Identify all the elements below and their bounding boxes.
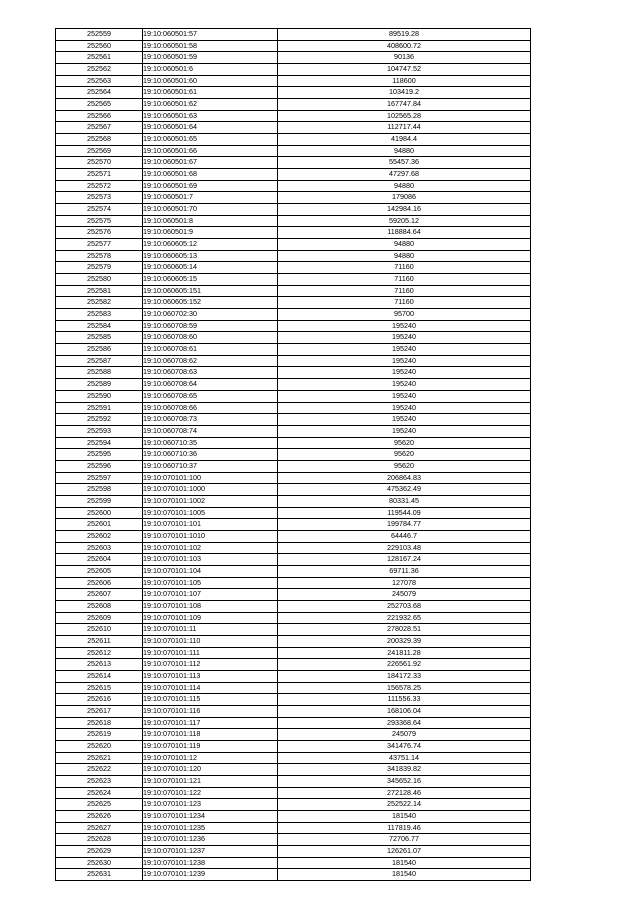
row-id-cell: 252566	[56, 110, 143, 122]
row-id-cell: 252583	[56, 309, 143, 321]
row-id-cell: 252619	[56, 729, 143, 741]
table-row	[56, 52, 531, 64]
cadastral-number-cell: 19:10:060501:8	[143, 215, 278, 227]
row-id-cell: 252576	[56, 227, 143, 239]
cadastral-number-cell: 19:10:070101:1238	[143, 857, 278, 869]
cadastral-number-cell: 19:10:070101:1000	[143, 484, 278, 496]
value-cell: 41984.4	[278, 134, 531, 146]
value-cell: 168106.04	[278, 705, 531, 717]
cadastral-number-cell: 19:10:060710:36	[143, 449, 278, 461]
cadastral-number-cell: 19:10:070101:104	[143, 565, 278, 577]
row-id-cell: 252597	[56, 472, 143, 484]
row-id-cell: 252592	[56, 414, 143, 426]
row-id-cell: 252608	[56, 600, 143, 612]
row-id-cell: 252578	[56, 250, 143, 262]
row-id-cell: 252594	[56, 437, 143, 449]
cadastral-number-cell: 19:10:060501:58	[143, 40, 278, 52]
cadastral-number-cell: 19:10:060501:59	[143, 52, 278, 64]
value-cell: 179086	[278, 192, 531, 204]
value-cell: 156578.25	[278, 682, 531, 694]
cadastral-number-cell: 19:10:070101:100	[143, 472, 278, 484]
table-row	[56, 320, 531, 332]
table-row	[56, 64, 531, 76]
cadastral-number-cell: 19:10:070101:12	[143, 752, 278, 764]
cadastral-number-cell: 19:10:070101:1005	[143, 507, 278, 519]
value-cell: 64446.7	[278, 530, 531, 542]
row-id-cell: 252567	[56, 122, 143, 134]
cadastral-number-cell: 19:10:070101:119	[143, 740, 278, 752]
cadastral-number-cell: 19:10:060501:60	[143, 75, 278, 87]
value-cell: 408600.72	[278, 40, 531, 52]
value-cell: 118600	[278, 75, 531, 87]
value-cell: 195240	[278, 379, 531, 391]
value-cell: 71160	[278, 274, 531, 286]
cadastral-number-cell: 19:10:060605:13	[143, 250, 278, 262]
row-id-cell: 252613	[56, 659, 143, 671]
cadastral-number-cell: 19:10:070101:102	[143, 542, 278, 554]
table-row	[56, 309, 531, 321]
cadastral-number-cell: 19:10:070101:11	[143, 624, 278, 636]
value-cell: 195240	[278, 414, 531, 426]
value-cell: 475362.49	[278, 484, 531, 496]
row-id-cell: 252599	[56, 495, 143, 507]
row-id-cell: 252580	[56, 274, 143, 286]
cadastral-number-cell: 19:10:060501:63	[143, 110, 278, 122]
row-id-cell: 252596	[56, 460, 143, 472]
table-row	[56, 145, 531, 157]
table-row	[56, 355, 531, 367]
cadastral-number-cell: 19:10:070101:1237	[143, 846, 278, 858]
row-id-cell: 252605	[56, 565, 143, 577]
table-row	[56, 262, 531, 274]
cadastral-number-cell: 19:10:060501:61	[143, 87, 278, 99]
value-cell: 195240	[278, 355, 531, 367]
table-row	[56, 40, 531, 52]
row-id-cell: 252618	[56, 717, 143, 729]
value-cell: 195240	[278, 390, 531, 402]
cadastral-number-cell: 19:10:070101:120	[143, 764, 278, 776]
cadastral-number-cell: 19:10:070101:1234	[143, 811, 278, 823]
table-row	[56, 285, 531, 297]
value-cell: 252703.68	[278, 600, 531, 612]
cadastral-number-cell: 19:10:060702:30	[143, 309, 278, 321]
table-row	[56, 776, 531, 788]
table-row	[56, 437, 531, 449]
value-cell: 90136	[278, 52, 531, 64]
table-row	[56, 705, 531, 717]
row-id-cell: 252584	[56, 320, 143, 332]
value-cell: 221932.65	[278, 612, 531, 624]
table-row	[56, 600, 531, 612]
cadastral-number-cell: 19:10:060501:70	[143, 204, 278, 216]
value-cell: 117819.46	[278, 822, 531, 834]
value-cell: 128167.24	[278, 554, 531, 566]
row-id-cell: 252595	[56, 449, 143, 461]
table-row	[56, 250, 531, 262]
row-id-cell: 252602	[56, 530, 143, 542]
cadastral-number-cell: 19:10:060501:9	[143, 227, 278, 239]
table-row	[56, 157, 531, 169]
row-id-cell: 252615	[56, 682, 143, 694]
value-cell: 293368.64	[278, 717, 531, 729]
cadastral-number-cell: 19:10:060605:15	[143, 274, 278, 286]
value-cell: 245079	[278, 589, 531, 601]
table-row	[56, 99, 531, 111]
cadastral-number-cell: 19:10:060710:37	[143, 460, 278, 472]
value-cell: 181540	[278, 869, 531, 881]
table-row	[56, 425, 531, 437]
row-id-cell: 252564	[56, 87, 143, 99]
table-row	[56, 834, 531, 846]
table-row	[56, 192, 531, 204]
table-row	[56, 530, 531, 542]
row-id-cell: 252617	[56, 705, 143, 717]
cadastral-number-cell: 19:10:060501:68	[143, 169, 278, 181]
value-cell: 71160	[278, 262, 531, 274]
cadastral-number-cell: 19:10:060708:59	[143, 320, 278, 332]
table-row	[56, 740, 531, 752]
value-cell: 184172.33	[278, 670, 531, 682]
value-cell: 195240	[278, 344, 531, 356]
cadastral-number-cell: 19:10:070101:123	[143, 799, 278, 811]
value-cell: 43751.14	[278, 752, 531, 764]
table-row	[56, 169, 531, 181]
row-id-cell: 252631	[56, 869, 143, 881]
value-cell: 195240	[278, 402, 531, 414]
row-id-cell: 252585	[56, 332, 143, 344]
value-cell: 94880	[278, 180, 531, 192]
value-cell: 341476.74	[278, 740, 531, 752]
table-row	[56, 764, 531, 776]
row-id-cell: 252582	[56, 297, 143, 309]
cadastral-number-cell: 19:10:060605:14	[143, 262, 278, 274]
row-id-cell: 252610	[56, 624, 143, 636]
cadastral-number-cell: 19:10:070101:1236	[143, 834, 278, 846]
value-cell: 104747.52	[278, 64, 531, 76]
row-id-cell: 252611	[56, 635, 143, 647]
cadastral-number-cell: 19:10:070101:111	[143, 647, 278, 659]
value-cell: 119544.09	[278, 507, 531, 519]
cadastral-number-cell: 19:10:070101:109	[143, 612, 278, 624]
cadastral-number-cell: 19:10:060605:152	[143, 297, 278, 309]
table-row	[56, 239, 531, 251]
row-id-cell: 252625	[56, 799, 143, 811]
table-row	[56, 29, 531, 41]
cadastral-number-cell: 19:10:070101:1002	[143, 495, 278, 507]
row-id-cell: 252603	[56, 542, 143, 554]
cadastral-number-cell: 19:10:070101:122	[143, 787, 278, 799]
row-id-cell: 252591	[56, 402, 143, 414]
value-cell: 181540	[278, 857, 531, 869]
table-row	[56, 180, 531, 192]
cadastral-number-cell: 19:10:060501:69	[143, 180, 278, 192]
table-body	[56, 29, 531, 881]
cadastral-number-cell: 19:10:070101:103	[143, 554, 278, 566]
row-id-cell: 252579	[56, 262, 143, 274]
value-cell: 195240	[278, 367, 531, 379]
value-cell: 112717.44	[278, 122, 531, 134]
table-row	[56, 624, 531, 636]
table-row	[56, 717, 531, 729]
table-row	[56, 495, 531, 507]
cadastral-number-cell: 19:10:070101:101	[143, 519, 278, 531]
cadastral-number-cell: 19:10:060605:151	[143, 285, 278, 297]
table-row	[56, 367, 531, 379]
row-id-cell: 252628	[56, 834, 143, 846]
data-table	[55, 28, 531, 881]
row-id-cell: 252559	[56, 29, 143, 41]
table-row	[56, 612, 531, 624]
row-id-cell: 252560	[56, 40, 143, 52]
cadastral-number-cell: 19:10:060501:66	[143, 145, 278, 157]
table-row	[56, 565, 531, 577]
value-cell: 103419.2	[278, 87, 531, 99]
table-row	[56, 635, 531, 647]
row-id-cell: 252589	[56, 379, 143, 391]
cadastral-number-cell: 19:10:070101:112	[143, 659, 278, 671]
row-id-cell: 252620	[56, 740, 143, 752]
table-row	[56, 811, 531, 823]
cadastral-number-cell: 19:10:060708:66	[143, 402, 278, 414]
table-row	[56, 670, 531, 682]
table-row	[56, 204, 531, 216]
value-cell: 118884.64	[278, 227, 531, 239]
value-cell: 69711.36	[278, 565, 531, 577]
table-row	[56, 729, 531, 741]
cadastral-number-cell: 19:10:060708:60	[143, 332, 278, 344]
value-cell: 142984.16	[278, 204, 531, 216]
row-id-cell: 252575	[56, 215, 143, 227]
cadastral-number-cell: 19:10:070101:114	[143, 682, 278, 694]
table-row	[56, 542, 531, 554]
cadastral-number-cell: 19:10:070101:1010	[143, 530, 278, 542]
table-row	[56, 449, 531, 461]
value-cell: 71160	[278, 297, 531, 309]
value-cell: 200329.39	[278, 635, 531, 647]
table-row	[56, 110, 531, 122]
row-id-cell: 252609	[56, 612, 143, 624]
value-cell: 195240	[278, 425, 531, 437]
table-row	[56, 344, 531, 356]
value-cell: 55457.36	[278, 157, 531, 169]
value-cell: 206864.83	[278, 472, 531, 484]
cadastral-number-cell: 19:10:060501:62	[143, 99, 278, 111]
table-row	[56, 694, 531, 706]
row-id-cell: 252601	[56, 519, 143, 531]
table-row	[56, 787, 531, 799]
row-id-cell: 252627	[56, 822, 143, 834]
row-id-cell: 252593	[56, 425, 143, 437]
row-id-cell: 252604	[56, 554, 143, 566]
cadastral-number-cell: 19:10:060708:62	[143, 355, 278, 367]
cadastral-number-cell: 19:10:070101:118	[143, 729, 278, 741]
table-row	[56, 390, 531, 402]
table-row	[56, 227, 531, 239]
row-id-cell: 252600	[56, 507, 143, 519]
value-cell: 95620	[278, 460, 531, 472]
row-id-cell: 252581	[56, 285, 143, 297]
cadastral-number-cell: 19:10:070101:108	[143, 600, 278, 612]
row-id-cell: 252622	[56, 764, 143, 776]
cadastral-number-cell: 19:10:060708:74	[143, 425, 278, 437]
value-cell: 94880	[278, 239, 531, 251]
table-row	[56, 215, 531, 227]
table-row	[56, 472, 531, 484]
cadastral-number-cell: 19:10:070101:113	[143, 670, 278, 682]
table-row	[56, 857, 531, 869]
value-cell: 111556.33	[278, 694, 531, 706]
row-id-cell: 252563	[56, 75, 143, 87]
table-row	[56, 647, 531, 659]
table-row	[56, 87, 531, 99]
value-cell: 226561.92	[278, 659, 531, 671]
table-row	[56, 589, 531, 601]
value-cell: 229103.48	[278, 542, 531, 554]
table-row	[56, 752, 531, 764]
row-id-cell: 252570	[56, 157, 143, 169]
table-row	[56, 332, 531, 344]
value-cell: 94880	[278, 145, 531, 157]
table-row	[56, 402, 531, 414]
table-row	[56, 297, 531, 309]
value-cell: 252522.14	[278, 799, 531, 811]
value-cell: 89519.28	[278, 29, 531, 41]
table-row	[56, 822, 531, 834]
row-id-cell: 252571	[56, 169, 143, 181]
value-cell: 181540	[278, 811, 531, 823]
table-row	[56, 554, 531, 566]
value-cell: 195240	[278, 332, 531, 344]
cadastral-number-cell: 19:10:070101:116	[143, 705, 278, 717]
cadastral-number-cell: 19:10:060710:35	[143, 437, 278, 449]
cadastral-number-cell: 19:10:060501:6	[143, 64, 278, 76]
value-cell: 241811.28	[278, 647, 531, 659]
value-cell: 126261.07	[278, 846, 531, 858]
cadastral-number-cell: 19:10:060501:64	[143, 122, 278, 134]
value-cell: 341839.82	[278, 764, 531, 776]
cadastral-number-cell: 19:10:060708:73	[143, 414, 278, 426]
cadastral-number-cell: 19:10:070101:107	[143, 589, 278, 601]
value-cell: 94880	[278, 250, 531, 262]
row-id-cell: 252626	[56, 811, 143, 823]
value-cell: 102565.28	[278, 110, 531, 122]
table-row	[56, 577, 531, 589]
row-id-cell: 252630	[56, 857, 143, 869]
row-id-cell: 252614	[56, 670, 143, 682]
row-id-cell: 252598	[56, 484, 143, 496]
value-cell: 80331.45	[278, 495, 531, 507]
cadastral-number-cell: 19:10:070101:121	[143, 776, 278, 788]
value-cell: 167747.84	[278, 99, 531, 111]
value-cell: 345652.16	[278, 776, 531, 788]
value-cell: 72706.77	[278, 834, 531, 846]
row-id-cell: 252588	[56, 367, 143, 379]
row-id-cell: 252561	[56, 52, 143, 64]
row-id-cell: 252590	[56, 390, 143, 402]
row-id-cell: 252569	[56, 145, 143, 157]
cadastral-number-cell: 19:10:070101:1235	[143, 822, 278, 834]
cadastral-number-cell: 19:10:070101:117	[143, 717, 278, 729]
table-row	[56, 274, 531, 286]
table-row	[56, 799, 531, 811]
value-cell: 59205.12	[278, 215, 531, 227]
value-cell: 245079	[278, 729, 531, 741]
table-row	[56, 507, 531, 519]
cadastral-number-cell: 19:10:070101:115	[143, 694, 278, 706]
row-id-cell: 252616	[56, 694, 143, 706]
table-row	[56, 414, 531, 426]
table-row	[56, 134, 531, 146]
row-id-cell: 252586	[56, 344, 143, 356]
table-row	[56, 379, 531, 391]
value-cell: 71160	[278, 285, 531, 297]
cadastral-number-cell: 19:10:070101:105	[143, 577, 278, 589]
value-cell: 95620	[278, 437, 531, 449]
value-cell: 95700	[278, 309, 531, 321]
value-cell: 127078	[278, 577, 531, 589]
row-id-cell: 252573	[56, 192, 143, 204]
row-id-cell: 252624	[56, 787, 143, 799]
row-id-cell: 252565	[56, 99, 143, 111]
row-id-cell: 252587	[56, 355, 143, 367]
cadastral-number-cell: 19:10:060708:65	[143, 390, 278, 402]
row-id-cell: 252623	[56, 776, 143, 788]
table-row	[56, 75, 531, 87]
row-id-cell: 252606	[56, 577, 143, 589]
cadastral-number-cell: 19:10:060708:63	[143, 367, 278, 379]
value-cell: 272128.46	[278, 787, 531, 799]
table-row	[56, 846, 531, 858]
cadastral-number-cell: 19:10:070101:1239	[143, 869, 278, 881]
table-row	[56, 869, 531, 881]
cadastral-number-cell: 19:10:060708:64	[143, 379, 278, 391]
table-row	[56, 519, 531, 531]
value-cell: 195240	[278, 320, 531, 332]
value-cell: 278028.51	[278, 624, 531, 636]
table-row	[56, 659, 531, 671]
row-id-cell: 252572	[56, 180, 143, 192]
row-id-cell: 252629	[56, 846, 143, 858]
value-cell: 199784.77	[278, 519, 531, 531]
row-id-cell: 252607	[56, 589, 143, 601]
value-cell: 95620	[278, 449, 531, 461]
table-row	[56, 122, 531, 134]
row-id-cell: 252562	[56, 64, 143, 76]
cadastral-number-cell: 19:10:070101:110	[143, 635, 278, 647]
cadastral-number-cell: 19:10:060605:12	[143, 239, 278, 251]
row-id-cell: 252574	[56, 204, 143, 216]
row-id-cell: 252621	[56, 752, 143, 764]
row-id-cell: 252577	[56, 239, 143, 251]
cadastral-number-cell: 19:10:060501:7	[143, 192, 278, 204]
row-id-cell: 252568	[56, 134, 143, 146]
table-row	[56, 484, 531, 496]
value-cell: 47297.68	[278, 169, 531, 181]
table-row	[56, 682, 531, 694]
cadastral-number-cell: 19:10:060501:65	[143, 134, 278, 146]
table-row	[56, 460, 531, 472]
cadastral-number-cell: 19:10:060501:67	[143, 157, 278, 169]
row-id-cell: 252612	[56, 647, 143, 659]
cadastral-number-cell: 19:10:060501:57	[143, 29, 278, 41]
cadastral-number-cell: 19:10:060708:61	[143, 344, 278, 356]
